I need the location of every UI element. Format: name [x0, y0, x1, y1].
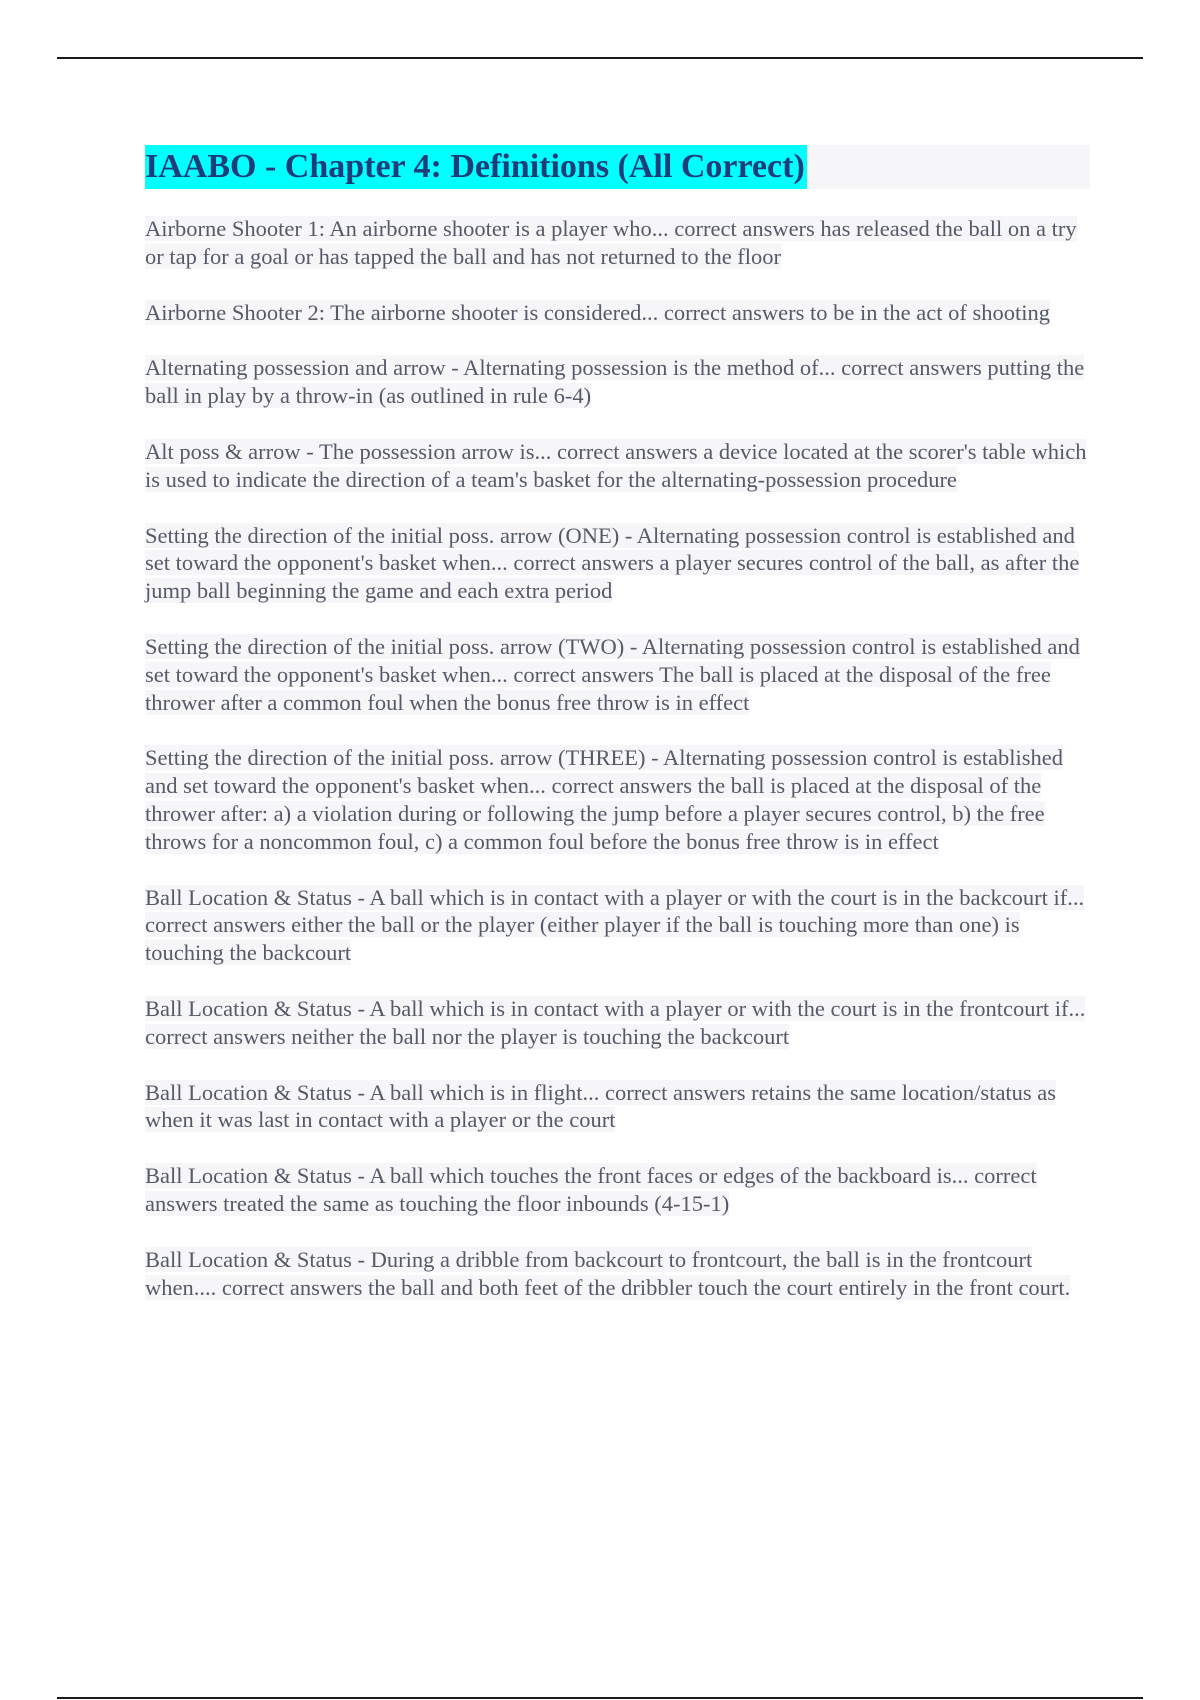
bottom-rule	[57, 1697, 1143, 1699]
document-title: IAABO - Chapter 4: Definitions (All Correct)	[145, 145, 807, 189]
definition-entry	[145, 299, 1090, 327]
definition-entry	[145, 633, 1090, 716]
definition-text: Ball Location & Status - A ball which is in flight... correct answers retains the same location/status as when it was last in contact with a player or the court	[145, 1079, 1057, 1133]
definition-text: Ball Location & Status - A ball which is in contact with a player or with the court is in the backcourt if... correct answers either the ball or the player (either player if the ball is touching more than one) is touching the backcourt	[145, 884, 1085, 966]
definition-text: Setting the direction of the initial poss. arrow (ONE) - Alternating possession control is established and set toward the opponent's basket when... correct answers a player secures control of the ball, as after the jump ball beginning the game and each extra period	[145, 522, 1080, 604]
definition-entry	[145, 744, 1090, 855]
definition-entry	[145, 438, 1090, 494]
definition-entry	[145, 522, 1090, 605]
definition-entry	[145, 884, 1090, 967]
definition-text: Airborne Shooter 1: An airborne shooter is a player who... correct answers has released the ball on a try or tap for a goal or has tapped the ball and has not returned to the floor	[145, 216, 1077, 269]
definition-text: Ball Location & Status - During a dribble from backcourt to frontcourt, the ball is in the frontcourt when.... correct answers the ball and both feet of the dribbler touch the court entirely in the front court.	[145, 1246, 1071, 1300]
definition-text: Ball Location & Status - A ball which is in contact with a player or with the court is in the frontcourt if... correct answers neither the ball nor the player is touching the backcourt	[145, 995, 1086, 1049]
definition-text: Alt poss & arrow - The possession arrow is... correct answers a device located at the scorer's table which is used to indicate the direction of a team's basket for the alternating-possession procedure	[145, 438, 1087, 492]
document-body	[145, 145, 1090, 1329]
definition-entry	[145, 215, 1090, 271]
definition-text: Alternating possession and arrow - Alternating possession is the method of... correct answers putting the ball in play by a throw-in (as outlined in rule 6-4)	[145, 355, 1085, 409]
title-row	[145, 145, 1090, 189]
definition-text: Setting the direction of the initial poss. arrow (TWO) - Alternating possession control is established and set toward the opponent's basket when... correct answers The ball is placed at the disposal of the free thrower after a common foul when the bonus free throw is in effect	[145, 633, 1080, 715]
definition-entry	[145, 995, 1090, 1051]
definition-text: Setting the direction of the initial poss. arrow (THREE) - Alternating possession control is established and set toward the opponent's basket when... correct answers the ball is placed at the disposal of the thrower after: a) a violation during or following the jump before a player secures control, b) the free throws for a noncommon foul, c) a common foul before the bonus free throw is in effect	[145, 745, 1063, 854]
definition-entry	[145, 1246, 1090, 1302]
top-rule	[57, 57, 1143, 59]
definition-entry	[145, 1162, 1090, 1218]
definition-text: Ball Location & Status - A ball which touches the front faces or edges of the backboard is... correct answers treated the same as touching the floor inbounds (4-15-1)	[145, 1163, 1037, 1216]
definition-entry	[145, 1079, 1090, 1135]
definition-text: Airborne Shooter 2: The airborne shooter is considered... correct answers to be in the act of shooting	[145, 299, 1050, 325]
definition-entry	[145, 354, 1090, 410]
definition-list	[145, 215, 1090, 1301]
